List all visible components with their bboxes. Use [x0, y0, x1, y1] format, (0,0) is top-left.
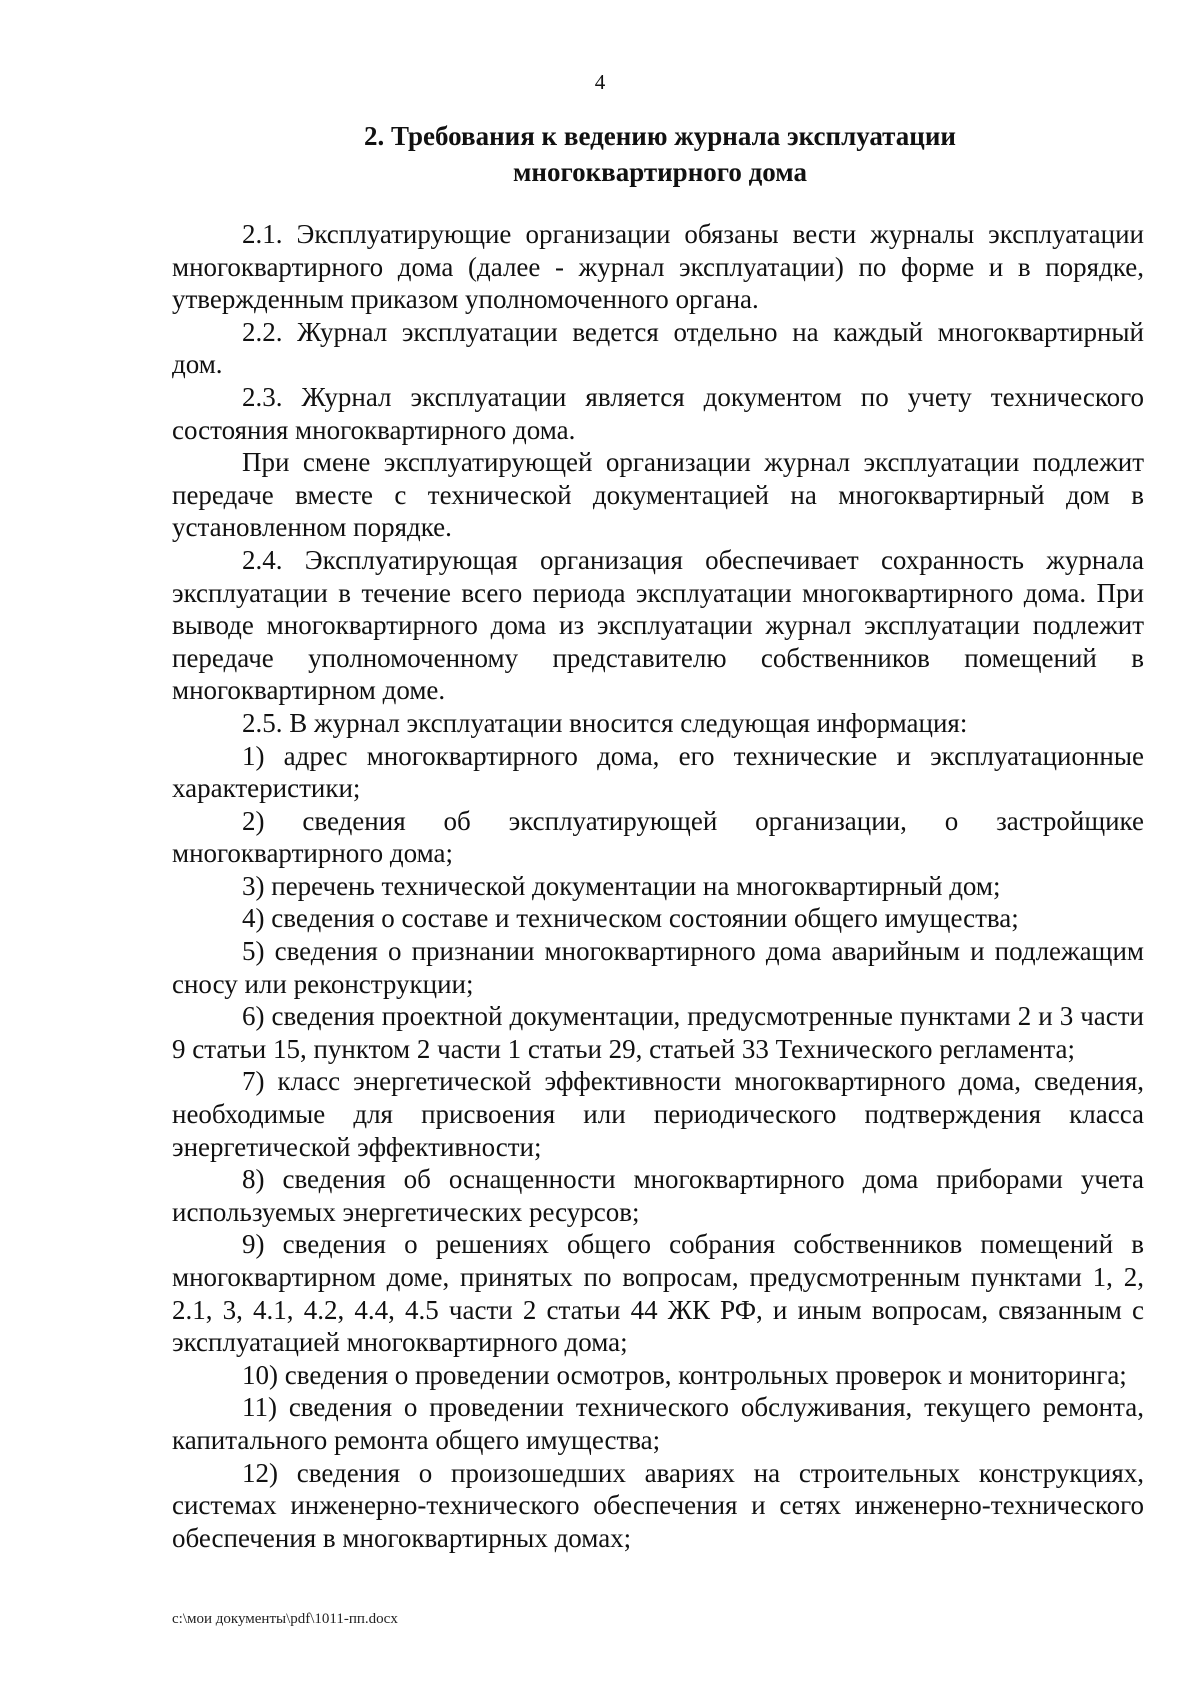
- paragraph-2-1: 2.1. Эксплуатирующие организации обязаны вести журналы эксплуатации многоквартирного дома (далее - журнал эксплуатации) по форме и в порядке, утвержденным приказом уполномоченного органа.: [172, 219, 1144, 315]
- list-item-6: 6) сведения проектной документации, предусмотренные пунктами 2 и 3 части 9 статьи 15, пунктом 2 части 1 статьи 29, статьей 33 Технического регламента;: [172, 1001, 1144, 1064]
- list-item-11: 11) сведения о проведении технического обслуживания, текущего ремонта, капитального ремонта общего имущества;: [172, 1392, 1144, 1455]
- list-item-4: 4) сведения о составе и техническом состоянии общего имущества;: [242, 903, 1019, 934]
- paragraph-2-2: 2.2. Журнал эксплуатации ведется отдельно на каждый многоквартирный дом.: [172, 316, 1144, 380]
- list-item-12: 12) сведения о произошедших авариях на строительных конструкциях, системах инженерно-технического обеспечения и сетях инженерно-технического обеспечения в многоквартирных домах;: [172, 1457, 1144, 1553]
- file-path-footer: c:\мои документы\pdf\1011-пп.docx: [172, 1611, 398, 1627]
- list-item-10: 10) сведения о проведении осмотров, контрольных проверок и мониторинга;: [242, 1359, 1127, 1390]
- list-item-7: 7) класс энергетической эффективности многоквартирного дома, сведения, необходимые для присвоения или периодического подтверждения класса энергетической эффективности;: [172, 1066, 1144, 1162]
- document-body: [172, 218, 1144, 1554]
- list-item-2: 2) сведения об эксплуатирующей организации, о застройщике многоквартирного дома;: [172, 805, 1144, 869]
- section-heading-line-1: 2. Требования к ведению журнала эксплуатации: [364, 121, 956, 151]
- page-number: 4: [594, 70, 606, 94]
- list-item-3: 3) перечень технической документации на многоквартирный дом;: [242, 870, 1001, 901]
- list-item-5: 5) сведения о признании многоквартирного дома аварийным и подлежащим сносу или реконструкции;: [172, 936, 1144, 999]
- list-item-1: 1) адрес многоквартирного дома, его технические и эксплуатационные характеристики;: [172, 740, 1144, 804]
- section-heading: [300, 118, 1020, 190]
- paragraph-2-3-transfer: При смене эксплуатирующей организации журнал эксплуатации подлежит передаче вместе с технической документацией на многоквартирный дом в установленном порядке.: [172, 447, 1144, 543]
- paragraph-2-3: 2.3. Журнал эксплуатации является документом по учету технического состояния многоквартирного дома.: [172, 381, 1144, 445]
- section-heading-line-2: многоквартирного дома: [513, 157, 807, 187]
- list-item-8: 8) сведения об оснащенности многоквартирного дома приборами учета используемых энергетических ресурсов;: [172, 1164, 1144, 1227]
- paragraph-2-5: 2.5. В журнал эксплуатации вносится следующая информация:: [242, 707, 968, 738]
- list-item-9: 9) сведения о решениях общего собрания собственников помещений в многоквартирном доме, принятых по вопросам, предусмотренным пунктами 1, 2, 2.1, 3, 4.1, 4.2, 4.4, 4.5 части 2 статьи 44 ЖК РФ, и иным вопросам, связанным с эксплуатацией многоквартирного дома;: [172, 1229, 1144, 1358]
- paragraph-2-4: 2.4. Эксплуатирующая организация обеспечивает сохранность журнала эксплуатации в течение всего периода эксплуатации многоквартирного дома. При выводе многоквартирного дома из эксплуатации журнал эксплуатации подлежит передаче уполномоченному представителю собственников помещений в многоквартирном доме.: [172, 544, 1144, 706]
